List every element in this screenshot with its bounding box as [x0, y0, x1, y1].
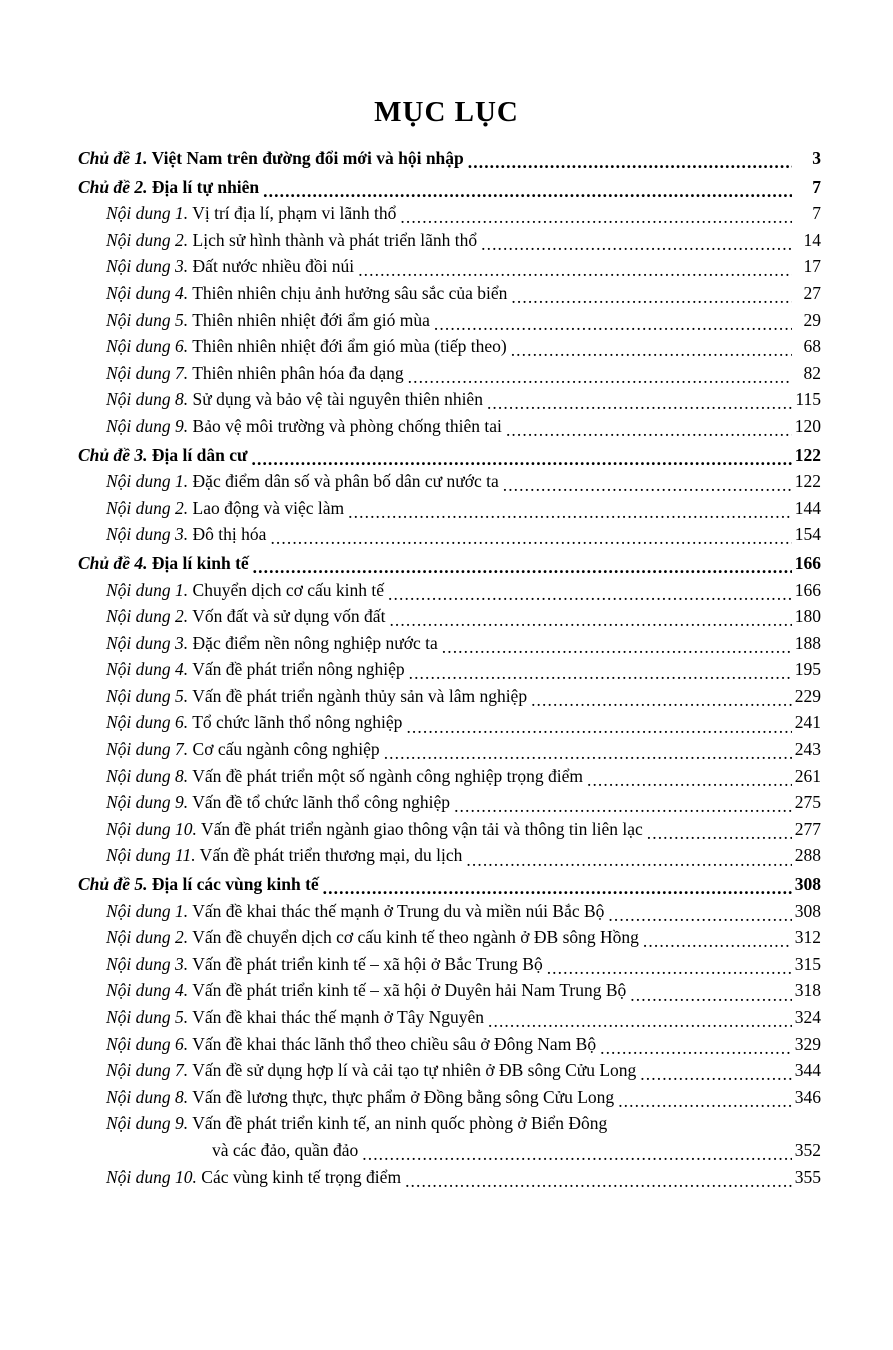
toc-chapter-entry[interactable] — [72, 871, 821, 898]
toc-entry-prefix: Nội dung 10. — [106, 818, 197, 839]
toc-entry-label — [106, 495, 344, 522]
toc-entry-text: Địa lí các vùng kinh tế — [147, 874, 319, 895]
toc-entry-prefix: Nội dung 3. — [106, 632, 189, 653]
toc-leader-dots — [630, 987, 791, 1005]
toc-section-entry[interactable] — [72, 495, 821, 522]
toc-page-number: 82 — [803, 362, 821, 383]
toc-page-number: 122 — [794, 471, 821, 492]
toc-section-entry[interactable] — [72, 816, 821, 843]
toc-entry-label — [106, 1031, 596, 1058]
toc-leader-dots — [389, 612, 791, 630]
toc-section-entry[interactable] — [72, 1031, 821, 1058]
toc-leader-dots — [488, 1013, 792, 1031]
toc-section-entry[interactable] — [72, 709, 821, 736]
toc-entry-label — [106, 789, 450, 816]
toc-page-number: 120 — [794, 415, 821, 436]
toc-leader-dots — [358, 262, 792, 280]
toc-entry-prefix: Nội dung 3. — [106, 256, 189, 277]
toc-entry-text: Vấn đề phát triển nông nghiệp — [188, 659, 405, 680]
toc-entry-prefix: Nội dung 7. — [106, 1060, 189, 1081]
toc-page-number: 29 — [803, 309, 821, 330]
toc-page-number: 122 — [794, 444, 821, 465]
toc-entry-text: Địa lí tự nhiên — [147, 176, 260, 197]
toc-entry-label — [106, 307, 430, 334]
toc-page-number: 346 — [794, 1086, 821, 1107]
toc-page-number: 7 — [812, 176, 821, 197]
toc-entry-prefix: Nội dung 8. — [106, 765, 189, 786]
toc-entry-text: Vấn đề chuyển dịch cơ cấu kinh tế theo ngành ở ĐB sông Hồng — [188, 927, 639, 948]
toc-entry-label — [106, 1004, 484, 1031]
toc-entry-text: Đất nước nhiều đồi núi — [188, 256, 355, 277]
toc-entry-prefix: Nội dung 9. — [106, 1113, 189, 1134]
toc-page-number: 352 — [794, 1139, 821, 1160]
toc-entry-text: Đặc điểm dân số và phân bố dân cư nước ta — [188, 471, 499, 492]
toc-page-number: 229 — [794, 685, 821, 706]
toc-entry-label — [106, 709, 402, 736]
toc-page-number: 115 — [795, 389, 821, 410]
toc-leader-dots — [647, 825, 792, 843]
toc-section-entry[interactable] — [72, 468, 821, 495]
toc-leader-dots — [468, 154, 792, 172]
toc-entry-text: Cơ cấu ngành công nghiệp — [188, 739, 380, 760]
toc-leader-dots — [434, 316, 792, 334]
toc-entry-prefix: Chủ đề 3. — [78, 444, 148, 465]
toc-entry-text: Địa lí kinh tế — [147, 552, 249, 573]
toc-entry-label — [212, 1137, 358, 1164]
toc-section-entry[interactable] — [72, 227, 821, 254]
toc-entry-prefix: Nội dung 6. — [106, 712, 189, 733]
toc-page-number: 329 — [794, 1033, 821, 1054]
toc-leader-dots — [406, 719, 791, 737]
toc-chapter-entry[interactable] — [72, 442, 821, 469]
toc-entry-text: Vấn đề sử dụng hợp lí và cải tạo tự nhiên ở ĐB sông Cửu Long — [188, 1060, 637, 1081]
toc-page-number: 308 — [794, 900, 821, 921]
toc-section-entry[interactable] — [72, 603, 821, 630]
toc-entry-prefix: Nội dung 4. — [106, 659, 189, 680]
toc-entry-label — [106, 736, 380, 763]
toc-leader-dots — [263, 183, 792, 201]
toc-entry-label — [106, 842, 462, 869]
toc-entry-text: Thiên nhiên chịu ảnh hưởng sâu sắc của biển — [188, 282, 508, 303]
toc-entry-prefix: Nội dung 5. — [106, 1007, 189, 1027]
toc-entry-text: Vấn đề phát triển một số ngành công nghiệp trọng điểm — [188, 765, 583, 786]
toc-section-entry[interactable] — [72, 1004, 821, 1031]
toc-entry-label — [106, 630, 438, 657]
toc-entry-text: Đặc điểm nền nông nghiệp nước ta — [188, 632, 438, 653]
toc-entry-label — [78, 174, 259, 201]
toc-entry-text: Tổ chức lãnh thổ nông nghiệp — [188, 712, 403, 733]
toc-section-entry[interactable] — [72, 1110, 821, 1137]
toc-section-entry[interactable] — [72, 789, 821, 816]
toc-section-entry[interactable] — [72, 333, 821, 360]
toc-page-number: 312 — [794, 927, 821, 948]
toc-entry-label — [106, 898, 604, 925]
toc-entry-label — [78, 442, 248, 469]
toc-entry-label — [106, 924, 639, 951]
toc-entry-label — [106, 763, 583, 790]
toc-leader-dots — [503, 477, 792, 495]
toc-entry-text: Các vùng kinh tế trọng điểm — [196, 1166, 402, 1187]
toc-page-number: 288 — [794, 845, 821, 866]
toc-entry-label — [106, 227, 477, 254]
toc-page-number: 180 — [794, 606, 821, 627]
toc-leader-dots — [487, 395, 792, 413]
toc-entry-label — [106, 577, 384, 604]
toc-entry-label — [106, 977, 626, 1004]
toc-section-entry[interactable] — [72, 253, 821, 280]
toc-entry-text: Lịch sử hình thành và phát triển lãnh thổ — [188, 229, 478, 250]
toc-leader-dots — [481, 236, 792, 254]
toc-leader-dots — [409, 665, 792, 683]
toc-entry-prefix: Nội dung 1. — [106, 471, 189, 492]
toc-leader-dots — [511, 342, 792, 360]
toc-leader-dots — [388, 586, 792, 604]
toc-entry-prefix: Nội dung 3. — [106, 953, 189, 974]
toc-page-number: 241 — [794, 712, 821, 733]
toc-entry-prefix: Chủ đề 5. — [78, 874, 148, 895]
toc-leader-dots — [511, 289, 792, 307]
toc-section-entry[interactable] — [72, 977, 821, 1004]
toc-entry-prefix: Nội dung 6. — [106, 336, 189, 357]
toc-entry-prefix: Nội dung 1. — [106, 900, 189, 921]
toc-page-number: 154 — [794, 524, 821, 545]
toc-leader-dots — [362, 1146, 792, 1164]
toc-page-number: 315 — [794, 953, 821, 974]
toc-page-number: 68 — [803, 336, 821, 357]
toc-entry-label — [106, 1164, 401, 1191]
toc-section-entry[interactable] — [72, 736, 821, 763]
toc-page-number: 17 — [803, 256, 821, 277]
toc-chapter-entry[interactable] — [72, 550, 821, 577]
toc-entry-label — [106, 360, 404, 387]
toc-page-number: 275 — [794, 792, 821, 813]
toc-entry-text: Lao động và việc làm — [188, 497, 345, 518]
toc-section-entry[interactable] — [72, 200, 821, 227]
toc-page-number: 277 — [794, 818, 821, 839]
toc-entry-text: Chuyển dịch cơ cấu kinh tế — [188, 579, 385, 600]
toc-entry-prefix: Nội dung 11. — [106, 845, 196, 866]
page-title: MỤC LỤC — [374, 96, 519, 128]
toc-entry-prefix: Nội dung 5. — [106, 685, 189, 706]
toc-leader-dots — [323, 880, 792, 898]
toc-page-number: 195 — [794, 659, 821, 680]
toc-leader-dots — [405, 1173, 792, 1191]
toc-leader-dots — [547, 960, 792, 978]
toc-leader-dots — [408, 369, 792, 387]
toc-page-number: 3 — [812, 148, 821, 168]
toc-entry-text: Vấn đề phát triển kinh tế, an ninh quốc phòng ở Biển Đông — [188, 1113, 608, 1134]
toc-section-entry[interactable] — [72, 413, 821, 440]
toc-entry-label — [106, 1084, 614, 1111]
toc-entry-label — [106, 333, 507, 360]
toc-entry-prefix: Nội dung 8. — [106, 389, 189, 410]
toc-entry-text: Vấn đề phát triển thương mại, du lịch — [195, 845, 463, 866]
toc-entry-prefix: Nội dung 10. — [106, 1166, 197, 1187]
toc-entry-prefix: Nội dung 2. — [106, 229, 189, 250]
toc-entry-label — [78, 550, 249, 577]
toc-entry-text: Đô thị hóa — [188, 524, 267, 545]
toc-entry-text: Vấn đề phát triển ngành thủy sản và lâm nghiệp — [188, 685, 528, 706]
toc-section-entry[interactable] — [72, 386, 821, 413]
toc-entry-text: và các đảo, quần đảo — [212, 1139, 359, 1160]
toc-entry-prefix: Nội dung 7. — [106, 739, 189, 760]
toc-entry-prefix: Nội dung 2. — [106, 927, 189, 948]
toc-entry-label — [106, 280, 507, 307]
toc-entry-text: Vấn đề khai thác thế mạnh ở Trung du và miền núi Bắc Bộ — [188, 900, 605, 921]
toc-entry-prefix: Chủ đề 2. — [78, 176, 148, 197]
toc-entry-prefix: Nội dung 9. — [106, 415, 189, 436]
toc-entry-prefix: Nội dung 1. — [106, 203, 189, 224]
toc-entry-text: Vấn đề phát triển kinh tế – xã hội ở Duyên hải Nam Trung Bộ — [188, 980, 627, 1001]
toc-section-entry[interactable] — [72, 898, 821, 925]
toc-entry-label — [106, 1057, 636, 1084]
toc-leader-dots — [506, 422, 792, 440]
toc-entry-label — [78, 871, 319, 898]
toc-section-entry[interactable] — [72, 577, 821, 604]
toc-entry-text: Vấn đề tổ chức lãnh thổ công nghiệp — [188, 792, 451, 813]
toc-page-number: 14 — [803, 229, 821, 250]
toc-leader-dots — [608, 907, 791, 925]
toc-entry-prefix: Nội dung 9. — [106, 792, 189, 813]
toc-entry-prefix: Chủ đề 4. — [78, 552, 148, 573]
toc-entry-prefix: Nội dung 3. — [106, 524, 189, 545]
toc-leader-dots — [270, 530, 791, 548]
toc-leader-dots — [384, 745, 792, 763]
toc-section-entry[interactable] — [72, 1164, 821, 1191]
toc-leader-dots — [348, 504, 792, 522]
toc-page-number: 188 — [794, 632, 821, 653]
toc-leader-dots — [454, 798, 792, 816]
toc-entry-prefix: Nội dung 6. — [106, 1033, 189, 1054]
toc-entry-text: Địa lí dân cư — [147, 444, 248, 465]
toc-entry-prefix: Nội dung 4. — [106, 980, 189, 1001]
toc-entry-label — [106, 386, 483, 413]
toc-entry-prefix: Nội dung 1. — [106, 579, 189, 600]
toc-section-entry[interactable] — [72, 924, 821, 951]
toc-entry-text: Vấn đề khai thác lãnh thổ theo chiều sâu ở Đông Nam Bộ — [188, 1033, 597, 1054]
table-of-contents — [72, 145, 821, 1190]
toc-entry-label — [106, 656, 405, 683]
toc-entry-text: Vấn đề phát triển ngành giao thông vận tải và thông tin liên lạc — [196, 818, 643, 839]
toc-section-entry[interactable] — [72, 360, 821, 387]
toc-page-number: 166 — [794, 552, 821, 573]
toc-entry-prefix: Nội dung 4. — [106, 282, 189, 303]
toc-leader-dots — [587, 772, 792, 790]
toc-entry-text: Thiên nhiên nhiệt đới ẩm gió mùa (tiếp theo) — [188, 336, 507, 357]
toc-entry-label — [106, 200, 396, 227]
toc-page-number: 144 — [794, 497, 821, 518]
toc-section-entry[interactable] — [72, 842, 821, 869]
toc-entry-label — [106, 951, 543, 978]
toc-section-entry[interactable] — [72, 1137, 821, 1164]
toc-section-entry[interactable] — [72, 521, 821, 548]
toc-entry-label — [106, 1110, 607, 1137]
toc-entry-text: Vấn đề lương thực, thực phẩm ở Đồng bằng sông Cửu Long — [188, 1086, 615, 1107]
toc-leader-dots — [466, 852, 791, 870]
toc-entry-label — [106, 468, 499, 495]
toc-leader-dots — [400, 209, 792, 227]
toc-leader-dots — [618, 1093, 792, 1111]
toc-entry-text: Thiên nhiên phân hóa đa dạng — [188, 362, 404, 383]
toc-leader-dots — [253, 559, 792, 577]
toc-entry-text: Vấn đề khai thác thế mạnh ở Tây Nguyên — [188, 1007, 484, 1027]
toc-entry-prefix: Nội dung 5. — [106, 309, 189, 330]
toc-section-entry[interactable] — [72, 307, 821, 334]
toc-chapter-entry[interactable] — [72, 174, 821, 201]
toc-entry-label — [106, 521, 266, 548]
toc-entry-text: Sử dụng và bảo vệ tài nguyên thiên nhiên — [188, 389, 483, 410]
toc-entry-text: Việt Nam trên đường đổi mới và hội nhập — [147, 148, 464, 168]
toc-entry-label — [106, 816, 643, 843]
toc-entry-prefix: Chủ đề 1. — [78, 148, 148, 168]
toc-section-entry[interactable] — [72, 683, 821, 710]
toc-page-number: 27 — [803, 282, 821, 303]
toc-leader-dots — [640, 1066, 791, 1084]
toc-leader-dots — [600, 1040, 792, 1058]
toc-section-entry[interactable] — [72, 1057, 821, 1084]
toc-entry-label — [106, 603, 385, 630]
toc-entry-prefix: Nội dung 7. — [106, 362, 189, 383]
toc-page-number: 7 — [812, 203, 821, 224]
toc-leader-dots — [643, 933, 792, 951]
toc-section-entry[interactable] — [72, 630, 821, 657]
toc-entry-text: Vấn đề phát triển kinh tế – xã hội ở Bắc Trung Bộ — [188, 953, 543, 974]
toc-section-entry[interactable] — [72, 951, 821, 978]
toc-page-number: 324 — [794, 1007, 821, 1027]
toc-leader-dots — [252, 451, 792, 469]
toc-entry-text: Thiên nhiên nhiệt đới ẩm gió mùa — [188, 309, 430, 330]
toc-page-number: 344 — [794, 1060, 821, 1081]
toc-entry-label — [78, 145, 464, 172]
toc-entry-prefix: Nội dung 2. — [106, 606, 189, 627]
toc-entry-text: Bảo vệ môi trường và phòng chống thiên tai — [188, 415, 502, 436]
toc-section-entry[interactable] — [72, 280, 821, 307]
toc-section-entry[interactable] — [72, 763, 821, 790]
toc-chapter-entry[interactable] — [72, 145, 821, 172]
toc-entry-label — [106, 683, 527, 710]
toc-leader-dots — [442, 639, 792, 657]
toc-leader-dots — [531, 692, 792, 710]
toc-section-entry[interactable] — [72, 656, 821, 683]
toc-entry-label — [106, 253, 354, 280]
toc-page-number: 243 — [794, 739, 821, 760]
toc-page-number: 308 — [794, 874, 821, 895]
toc-page-number: 355 — [794, 1166, 821, 1187]
toc-entry-label — [106, 413, 502, 440]
toc-page-number: 261 — [794, 765, 821, 786]
toc-page-number: 318 — [794, 980, 821, 1001]
toc-section-entry[interactable] — [72, 1084, 821, 1111]
toc-page-number: 166 — [794, 579, 821, 600]
toc-entry-text: Vốn đất và sử dụng vốn đất — [188, 606, 386, 627]
toc-entry-prefix: Nội dung 2. — [106, 497, 189, 518]
toc-entry-prefix: Nội dung 8. — [106, 1086, 189, 1107]
toc-entry-text: Vị trí địa lí, phạm vi lãnh thổ — [188, 203, 397, 224]
